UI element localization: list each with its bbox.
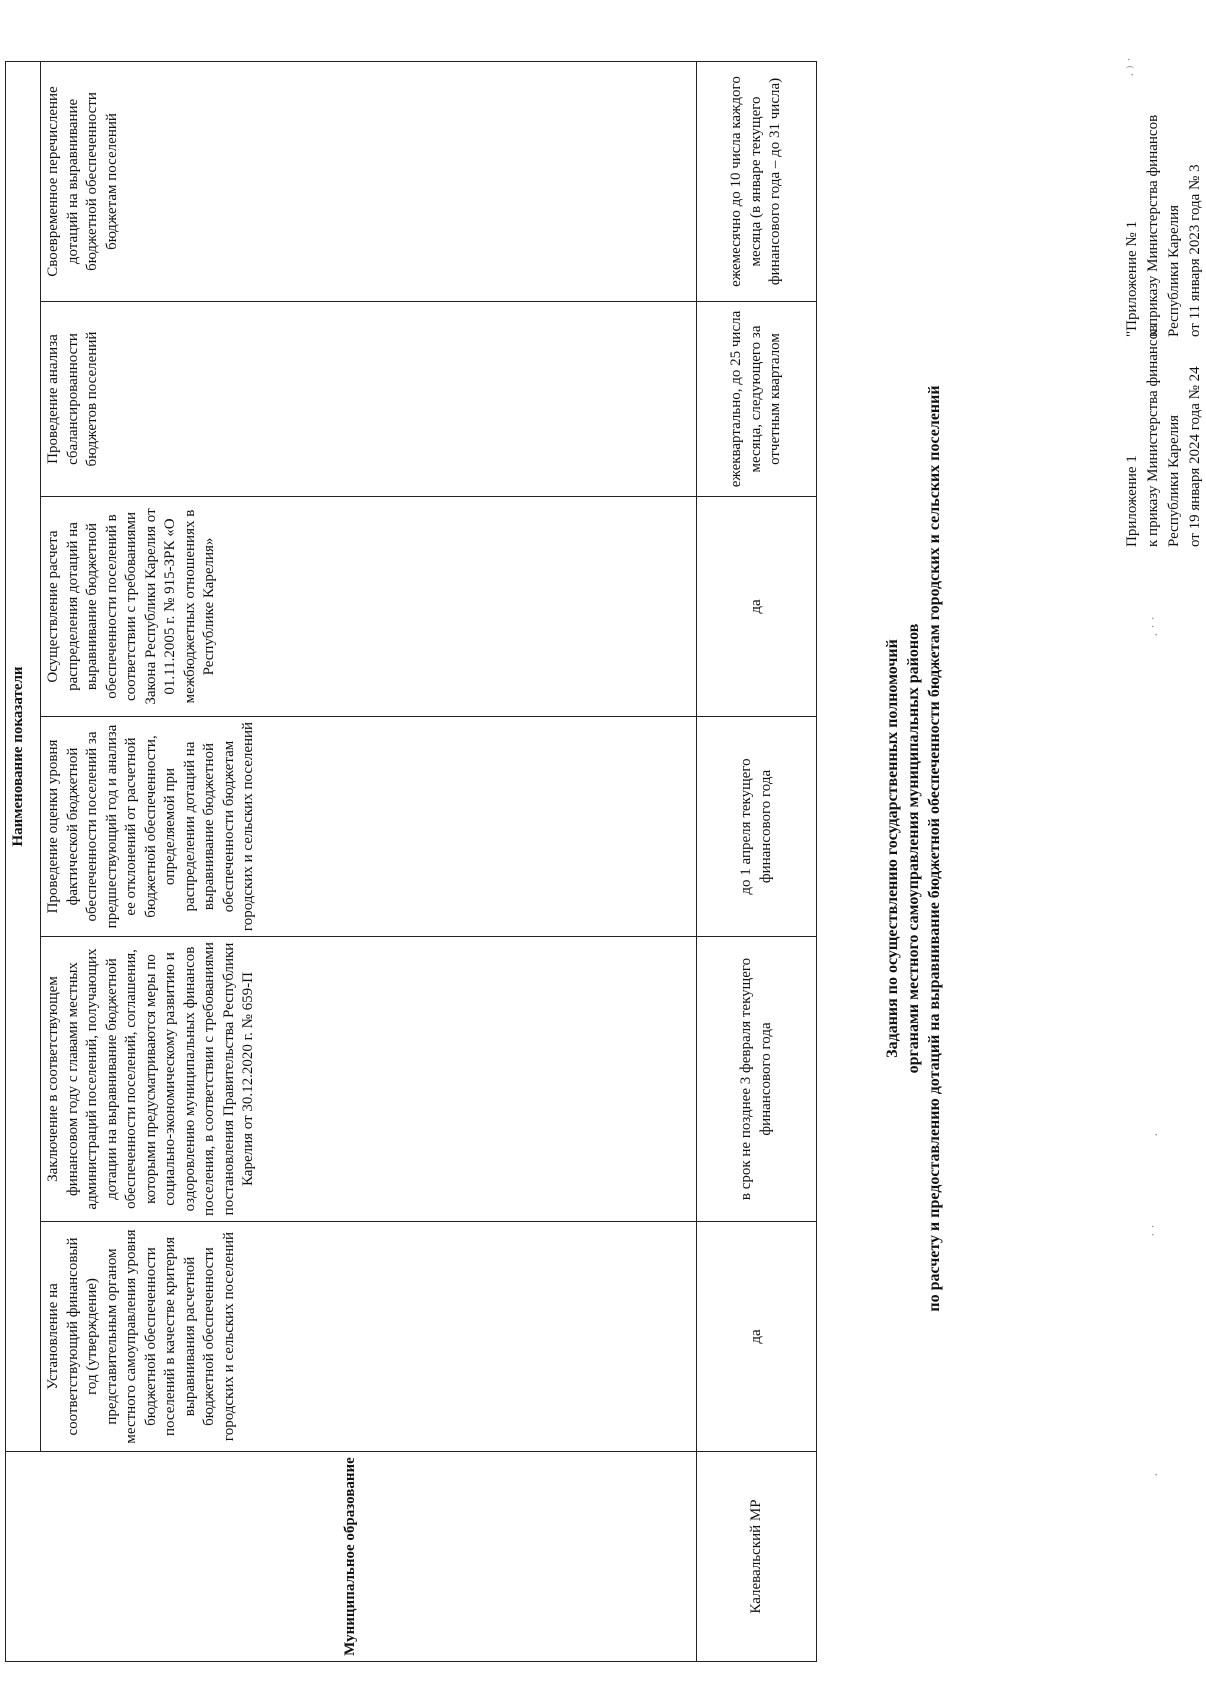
annex-previous-line: к приказу Министерства финансов (1145, 114, 1161, 337)
column-header: Своевременное перечисление дотаций на выравнивание бюджетной обеспеченности бюджетам поселений (41, 61, 697, 301)
annex-previous-line: от 11 января 2023 года № 3 (1187, 164, 1203, 337)
annex-current-line: Приложение 1 (1124, 455, 1140, 547)
column-header: Заключение в соответствующем финансовом году с главами местных администраций поселений, получающих дотации на выравнивание бюджетной обеспеченности поселений, соглашения, которыми предусматриваются меры по социально-экономическому развитию и оздоровлению муниципальных финансов поселения, в соответствии с требованиями постановления Правительства Республики Карелия от 30.12.2020 г. № 659-П (41, 937, 697, 1222)
table-row (697, 61, 817, 1661)
assignments-table (5, 61, 817, 1662)
scan-artifact: · ˙ ˙ (1150, 616, 1165, 637)
title-line: по расчету и предоставлению дотаций на выравнивание бюджетной обеспеченности бюджетам городских и сельских поселений (926, 385, 943, 1312)
scan-artifact: · (1150, 1472, 1165, 1477)
scan-artifact: · ⁾ ˙ (1126, 57, 1141, 77)
annex-current-line: Республики Карелия (1166, 414, 1182, 547)
header-indicators: Наименование показатели (6, 61, 41, 1451)
column-header: Установление на соответствующий финансовый год (утверждение) представительным органом местного самоуправления уровня бюджетной обеспеченности поселений в качестве критерия выравнивания расчетной бюджетной обеспеченности городских и сельских поселений (41, 1222, 697, 1452)
title-line: Задания по осуществлению государственных полномочий (884, 639, 901, 1058)
column-header: Осуществление расчета распределения дотаций на выравнивание бюджетной обеспеченности поселений в соответствии с требованиями Закона Республики Карелия от 01.11.2005 г. № 915-ЗРК «О межбюджетных отношениях в Республике Карелия» (41, 497, 697, 717)
annex-current-line: от 19 января 2024 года № 24 (1187, 366, 1203, 547)
header-municipality: Муниципальное образование (6, 1452, 697, 1662)
table-cell: в срок не позднее 3 февраля текущего финансового года (697, 937, 817, 1222)
table-cell: да (697, 1222, 817, 1452)
table-cell: ежемесячно до 10 числа каждого месяца (в январе текущего финансового года – до 31 числа) (697, 61, 817, 301)
table-header-row (6, 61, 41, 1661)
table-cell: ежеквартально, до 25 числа месяца, следующего за отчетным кварталом (697, 302, 817, 497)
annex-current-line: к приказу Министерства финансов (1145, 324, 1161, 547)
scan-artifact: · (1150, 1132, 1165, 1137)
annex-previous-line: "Приложение № 1 (1124, 221, 1140, 337)
scan-artifact: ˙ ˙ (1150, 1224, 1165, 1237)
table-cell: до 1 апреля текущего финансового года (697, 717, 817, 937)
table-subheader-row (41, 61, 697, 1661)
column-header: Проведение анализа сбалансированности бюджетов поселений (41, 302, 697, 497)
column-header: Проведение оценки уровня фактической бюджетной обеспеченности поселений за предшествующий год и анализа ее отклонений от расчетной бюджетной обеспеченности, определяемой при распределении дотаций на выравнивание бюджетной обеспеченности бюджетам городских и сельских поселений (41, 717, 697, 937)
annex-previous-line: Республики Карелия (1166, 204, 1182, 337)
table-cell: да (697, 497, 817, 717)
title-line: органами местного самоуправления муниципальных районов (905, 623, 922, 1074)
municipality-name: Калевальский МР (697, 1452, 817, 1662)
